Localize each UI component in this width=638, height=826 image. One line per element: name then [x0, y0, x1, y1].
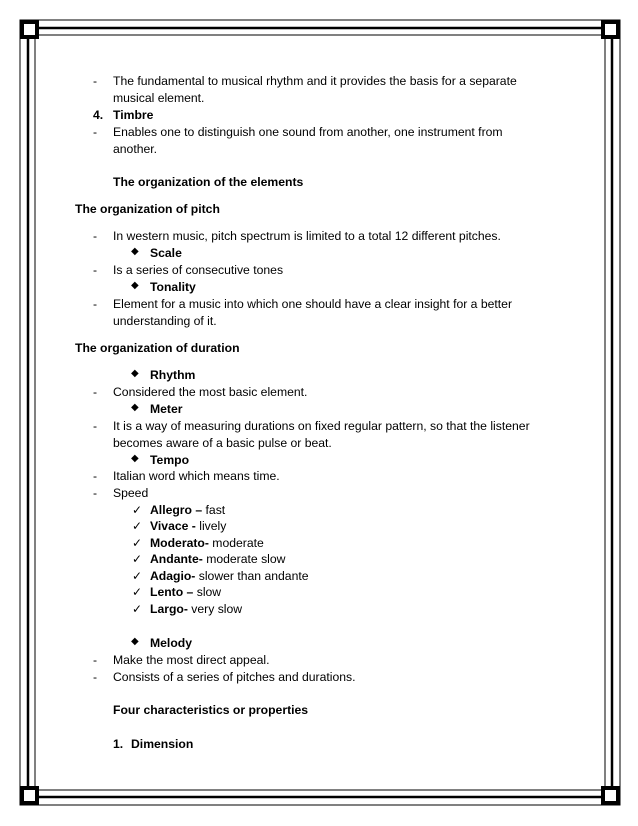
heading-four-characteristics: Four characteristics or properties — [113, 703, 309, 717]
text-line: Enables one to distinguish one sound from another, one instrument from — [113, 125, 503, 139]
check-icon: ✓ — [132, 503, 143, 517]
check-icon: ✓ — [132, 552, 143, 566]
text-line: Make the most direct appeal. — [113, 653, 270, 667]
diamond-bullet-icon: ◆ — [131, 402, 139, 413]
tempo-term: Vivace - — [150, 519, 196, 533]
heading-dimension: Dimension — [131, 737, 194, 751]
dash-marker: - — [93, 469, 98, 483]
text-line: becomes aware of a basic pulse or beat. — [113, 436, 332, 450]
text-line: Is a series of consecutive tones — [113, 263, 284, 277]
text-line: Element for a music into which one should have a clear insight for a better — [113, 297, 513, 311]
check-icon: ✓ — [132, 519, 143, 533]
heading-organization-elements: The organization of the elements — [113, 175, 304, 189]
dash-marker: - — [93, 419, 98, 433]
heading-rhythm: Rhythm — [150, 368, 196, 382]
tempo-item — [150, 503, 225, 518]
dash-marker: - — [93, 670, 98, 684]
list-number: 1. — [113, 737, 124, 751]
diamond-bullet-icon: ◆ — [131, 453, 139, 464]
tempo-term: Adagio- — [150, 569, 196, 583]
check-icon: ✓ — [132, 569, 143, 583]
tempo-item — [150, 602, 242, 617]
heading-tonality: Tonality — [150, 280, 196, 294]
dash-marker: - — [93, 229, 98, 243]
dash-marker: - — [93, 297, 98, 311]
text-line: In western music, pitch spectrum is limited to a total 12 different pitches. — [113, 229, 501, 243]
text-line: It is a way of measuring durations on fixed regular pattern, so that the listener — [113, 419, 530, 433]
dash-marker: - — [93, 486, 98, 500]
check-icon: ✓ — [132, 585, 143, 599]
tempo-description: very slow — [187, 602, 243, 616]
tempo-term: Largo- — [150, 602, 188, 616]
tempo-description: slow — [193, 585, 222, 599]
heading-tempo: Tempo — [150, 453, 190, 467]
tempo-term: Moderato- — [150, 536, 209, 550]
tempo-description: lively — [195, 519, 227, 533]
tempo-term: Andante- — [150, 552, 203, 566]
tempo-item — [150, 519, 226, 534]
diamond-bullet-icon: ◆ — [131, 368, 139, 379]
tempo-description: slower than andante — [195, 569, 309, 583]
heading-timbre: Timbre — [113, 108, 154, 122]
dash-marker: - — [93, 653, 98, 667]
text-line: The fundamental to musical rhythm and it provides the basis for a separate — [113, 74, 517, 88]
check-icon: ✓ — [132, 602, 143, 616]
text-line: another. — [113, 142, 158, 156]
tempo-item — [150, 536, 264, 551]
dash-marker: - — [93, 385, 98, 399]
dash-marker: - — [93, 125, 98, 139]
tempo-term: Allegro – — [150, 503, 203, 517]
heading-organization-duration: The organization of duration — [75, 341, 240, 355]
diamond-bullet-icon: ◆ — [131, 636, 139, 647]
tempo-item — [150, 569, 309, 584]
text-line: understanding of it. — [113, 314, 217, 328]
text-line: Considered the most basic element. — [113, 385, 308, 399]
heading-organization-pitch: The organization of pitch — [75, 202, 220, 216]
tempo-term: Lento – — [150, 585, 194, 599]
tempo-item — [150, 585, 221, 600]
tempo-item — [150, 552, 285, 567]
dash-marker: - — [93, 74, 98, 88]
diamond-bullet-icon: ◆ — [131, 246, 139, 257]
diamond-bullet-icon: ◆ — [131, 280, 139, 291]
heading-scale: Scale — [150, 246, 182, 260]
text-line: Consists of a series of pitches and durations. — [113, 670, 356, 684]
check-icon: ✓ — [132, 536, 143, 550]
tempo-description: moderate slow — [202, 552, 286, 566]
tempo-description: moderate — [208, 536, 264, 550]
list-number: 4. — [93, 108, 104, 122]
text-line: Speed — [113, 486, 149, 500]
dash-marker: - — [93, 263, 98, 277]
tempo-description: fast — [202, 503, 226, 517]
text-line: Italian word which means time. — [113, 469, 280, 483]
text-line: musical element. — [113, 91, 205, 105]
heading-melody: Melody — [150, 636, 192, 650]
heading-meter: Meter — [150, 402, 183, 416]
